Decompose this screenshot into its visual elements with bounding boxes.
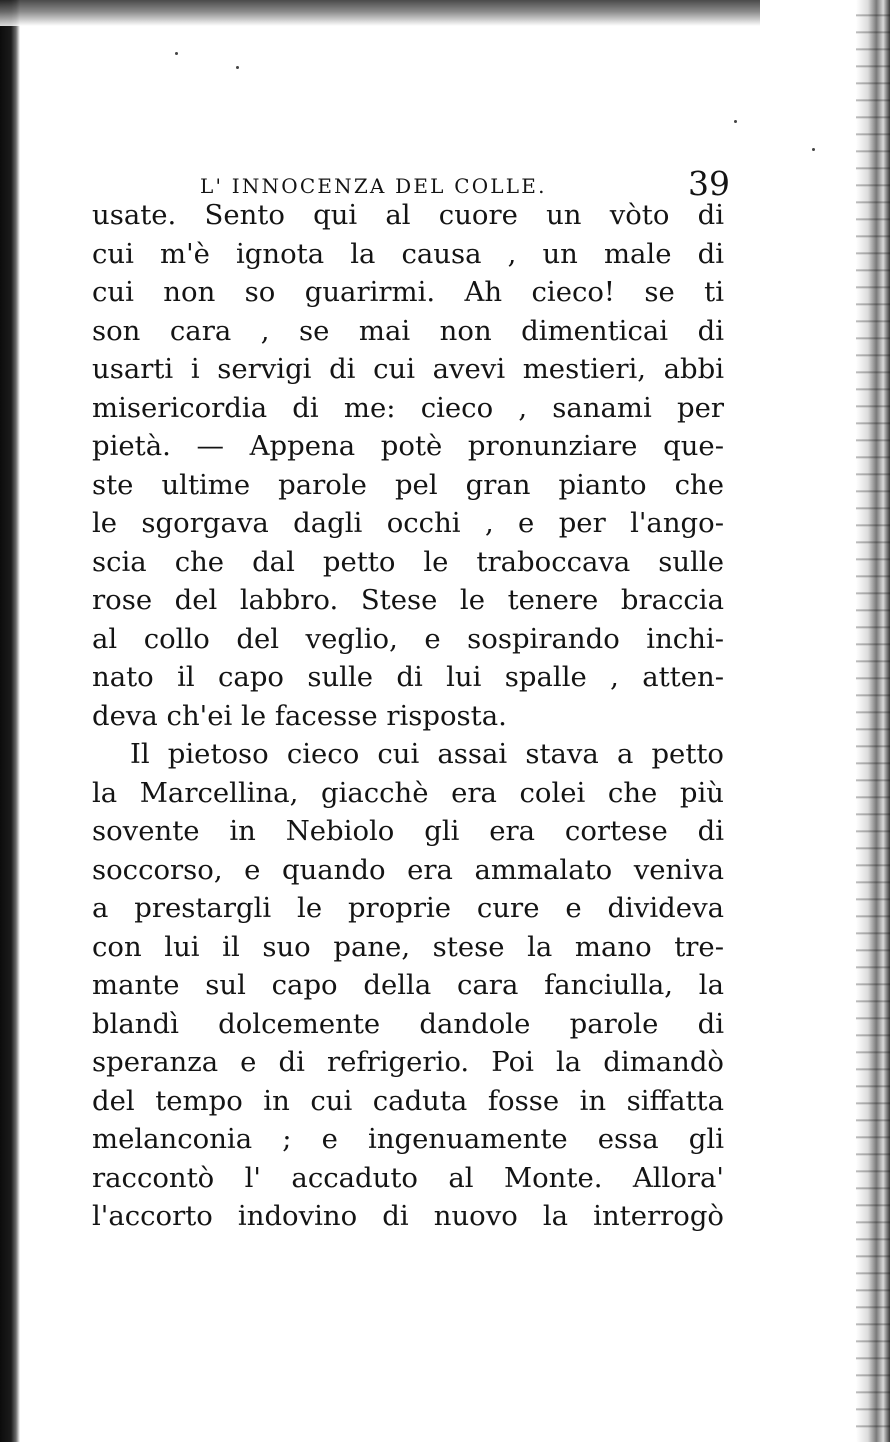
text-line: del tempo in cui caduta fosse in siffatta <box>92 1084 724 1117</box>
text-line: cui m'è ignota la causa , un male di <box>92 237 724 270</box>
paragraph-end-line: deva ch'ei le facesse risposta. <box>92 699 507 732</box>
scan-speck <box>734 120 737 123</box>
text-line: pietà. — Appena potè pronunziare que- <box>92 430 724 462</box>
text-line: nato il capo sulle di lui spalle , atten- <box>92 661 724 693</box>
page-edge-top <box>0 0 760 26</box>
text-line: son cara , se mai non dimenticai di <box>92 314 724 347</box>
text-line: l'accorto indovino di nuovo la interrogò <box>92 1200 724 1232</box>
text-line: misericordia di me: cieco , sanami per <box>92 391 724 424</box>
text-line: blandì dolcemente dandole parole di <box>92 1007 724 1040</box>
scan-speck <box>175 52 178 55</box>
scan-speck <box>236 66 239 69</box>
text-line: soccorso, e quando era ammalato veniva <box>92 853 724 886</box>
paragraph-start-line: Il pietoso cieco cui assai stava a petto <box>130 738 724 770</box>
text-line: al collo del veglio, e sospirando inchi- <box>92 622 724 655</box>
text-line: usate. Sento qui al cuore un vòto di <box>92 199 724 231</box>
text-line: scia che dal petto le traboccava sulle <box>92 545 724 578</box>
text-line: ste ultime parole pel gran pianto che <box>92 468 724 501</box>
text-line: speranza e di refrigerio. Poi la dimandò <box>92 1046 724 1078</box>
text-line: con lui il suo pane, stese la mano tre- <box>92 930 724 963</box>
scan-speck <box>812 148 815 151</box>
text-line: rose del labbro. Stese le tenere braccia <box>92 584 724 616</box>
text-line: mante sul capo della cara fanciulla, la <box>92 969 724 1001</box>
text-line: melanconia ; e ingenuamente essa gli <box>92 1123 724 1155</box>
running-title: L' INNOCENZA DEL COLLE. <box>200 174 547 198</box>
page-number: 39 <box>688 164 730 203</box>
body-text <box>92 196 724 1236</box>
text-line: la Marcellina, giacchè era colei che più <box>92 776 724 809</box>
text-line: sovente in Nebiolo gli era cortese di <box>92 815 724 847</box>
text-line: usarti i servigi di cui avevi mestieri, abbi <box>92 353 724 385</box>
text-line: raccontò l' accaduto al Monte. Allora' <box>92 1161 724 1194</box>
text-line: a prestargli le proprie cure e divideva <box>92 892 724 924</box>
page-edge-right <box>856 0 890 1442</box>
text-line: cui non so guarirmi. Ah cieco! se ti <box>92 276 724 308</box>
page-edge-left <box>0 0 20 1442</box>
text-line: le sgorgava dagli occhi , e per l'ango- <box>92 507 724 539</box>
